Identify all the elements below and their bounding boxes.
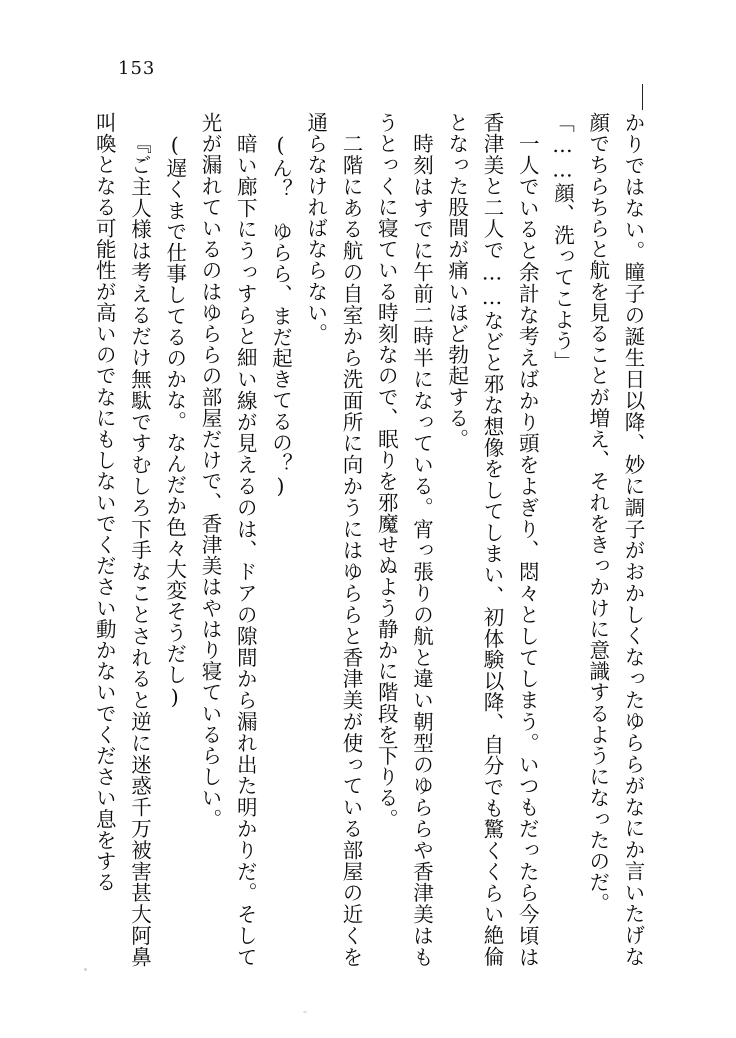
- paragraph-6: (ん？ ゆらら、まだ起きてるの？): [268, 132, 293, 499]
- page-speck: [84, 968, 87, 971]
- paragraph-4: 時刻はすでに午前二時半になっている。宵っ張りの航と違い朝型のゆららや香津美はもうとっくに寝ている時刻なので、眠りを邪魔せぬよう静かに階段を下りる。: [374, 112, 434, 967]
- page-rule-mark: [642, 84, 643, 110]
- paragraph-9: 『ご主人様は考えるだけ無駄ですむしろ下手なことされると逆に迷惑千万被害甚大阿鼻叫喚となる可能性が高いのでなにもしないでください動かないでください息をする: [92, 112, 152, 967]
- paragraph-7: 暗い廊下にうっすらと細い線が見えるのは、ドアの隙間から漏れ出た明かりだ。そして光が漏れているのはゆららの部屋だけで、香津美はやはり寝ているらしい。: [198, 112, 258, 967]
- page-speck: [303, 1011, 307, 1013]
- paragraph-1: かりではない。瞳子の誕生日以降、妙に調子がおかしくなったゆららがなにか言いたげな顔でちらちらと航を見ることが増え、それをきっかけに意識するようになったのだ。: [585, 112, 645, 967]
- paragraph-3: 一人でいると余計な考えばかり頭をよぎり、悶々としてしまう。いつもだったら今頃は香津美と二人で……などと邪な想像をしてしまい、初体験以降、自分でも驚くくらい絶倫となった股間が痛いほど勃起する。: [444, 112, 540, 967]
- vertical-text-body: [84, 112, 650, 967]
- page-number: 153: [118, 58, 156, 79]
- paragraph-2: 「……顔、洗ってこよう」: [550, 112, 575, 373]
- paragraph-8: (遅くまで仕事してるのかな。なんだか色々大変そうだし): [162, 132, 187, 710]
- paragraph-5: 二階にある航の自室から洗面所に向かうにはゆららと香津美が使っている部屋の近くを通らなければならない。: [303, 112, 363, 967]
